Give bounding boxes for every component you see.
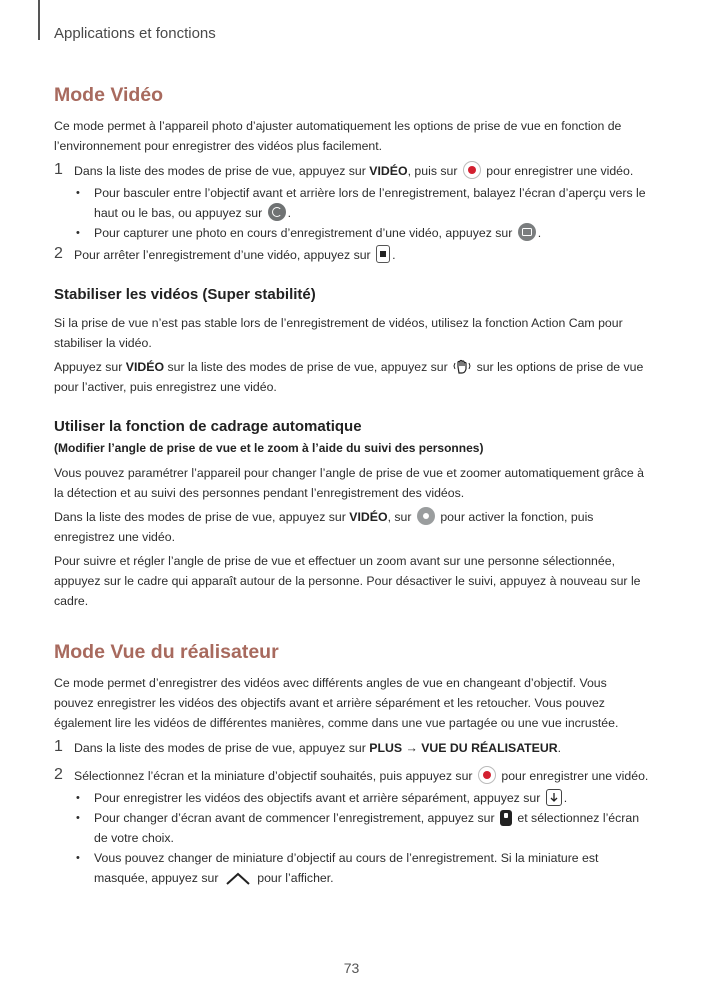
autoframe-p2: Dans la liste des modes de prise de vue, appuyez sur VIDÉO, sur pour activer la fonction, puis enregistrez une vidéo.	[54, 507, 649, 547]
header-rule	[38, 0, 40, 40]
director-bullet-3: • Vous pouvez changer de miniature d’objectif au cours de l’enregistrement. Si la miniature est masquée, appuyez sur pour l’afficher.	[76, 851, 599, 885]
capture-icon	[518, 223, 536, 241]
director-bullet-1: • Pour enregistrer les vidéos des objectifs avant et arrière séparément, appuyez sur .	[76, 791, 568, 805]
step-number: 2	[54, 766, 63, 783]
chevron-up-icon	[224, 872, 252, 886]
video-mode-intro: Ce mode permet à l’appareil photo d’ajuster automatiquement les options de prise de vue en fonction de l’environnement pour enregistrer des vidéos plus facilement.	[54, 119, 622, 153]
record-icon	[478, 766, 496, 784]
director-step-2: 2 Sélectionnez l’écran et la miniature d’objectif souhaités, puis appuyez sur pour enregistrer une vidéo.	[54, 766, 649, 783]
director-bullet-2: • Pour changer d’écran avant de commencer l’enregistrement, appuyez sur et sélectionnez l’écran de votre choix.	[76, 811, 640, 845]
switch-camera-icon	[268, 203, 286, 221]
auto-framing-icon	[417, 507, 435, 525]
video-bullet-2: • Pour capturer une photo en cours d’enregistrement d’une vidéo, appuyez sur .	[54, 223, 649, 243]
download-icon	[546, 789, 562, 806]
page-number: 73	[343, 960, 360, 976]
page-content	[54, 82, 649, 888]
director-mode-title: Mode Vue du réalisateur	[54, 641, 279, 663]
step-number: 2	[54, 245, 63, 262]
step-number: 1	[54, 161, 63, 178]
video-step-1: 1 Dans la liste des modes de prise de vue, appuyez sur VIDÉO, puis sur pour enregistrer une vidéo.	[54, 161, 634, 178]
director-intro: Ce mode permet d’enregistrer des vidéos avec différents angles de vue en changeant d’objectif. Vous pouvez enregistrer les vidéos des objectifs avant et arrière séparément et les retoucher. Vous pouvez également lire les vidéos de différentes manières, comme dans une vue partagée ou une vue incrustée.	[54, 676, 619, 730]
record-icon	[463, 161, 481, 179]
autoframe-subtitle: (Modifier l’angle de prise de vue et le zoom à l’aide du suivi des personnes)	[54, 441, 484, 455]
autoframe-p1: Vous pouvez paramétrer l’appareil pour changer l’angle de prise de vue et zoomer automatiquement grâce à la détection et au suivi des personnes pendant l’enregistrement des vidéos.	[54, 466, 644, 500]
stabilize-p1: Si la prise de vue n’est pas stable lors de l’enregistrement de vidéos, utilisez la fonction Action Cam pour stabiliser la vidéo.	[54, 316, 623, 350]
autoframe-p3: Pour suivre et régler l’angle de prise de vue et effectuer un zoom avant sur une personne sélectionnée, appuyez sur le cadre qui apparaît autour de la personne. Pour désactiver le suivi, appuyez à nouveau sur le cadre.	[54, 554, 641, 608]
hand-stabilize-icon	[453, 359, 471, 375]
video-step-2: 2 Pour arrêter l’enregistrement d’une vidéo, appuyez sur .	[54, 245, 396, 262]
section-header: Applications et fonctions	[54, 25, 216, 42]
autoframe-title: Utiliser la fonction de cadrage automatique	[54, 418, 362, 435]
video-mode-title: Mode Vidéo	[54, 84, 164, 106]
stabilize-title: Stabiliser les vidéos (Super stabilité)	[54, 286, 316, 303]
stop-icon	[376, 245, 390, 263]
step-number: 1	[54, 738, 63, 755]
stabilize-p2: Appuyez sur VIDÉO sur la liste des modes de prise de vue, appuyez sur sur les options de prise de vue pour l’activer, puis enregistrez une vidéo.	[54, 360, 644, 394]
director-step-1: 1 Dans la liste des modes de prise de vue, appuyez sur PLUS → VUE DU RÉALISATEUR.	[54, 738, 562, 755]
video-bullet-1: • Pour basculer entre l’objectif avant et arrière lors de l’enregistrement, balayez l’écran d’aperçu vers le haut ou le bas, ou appuyez sur .	[76, 186, 646, 220]
split-view-icon	[500, 810, 512, 826]
